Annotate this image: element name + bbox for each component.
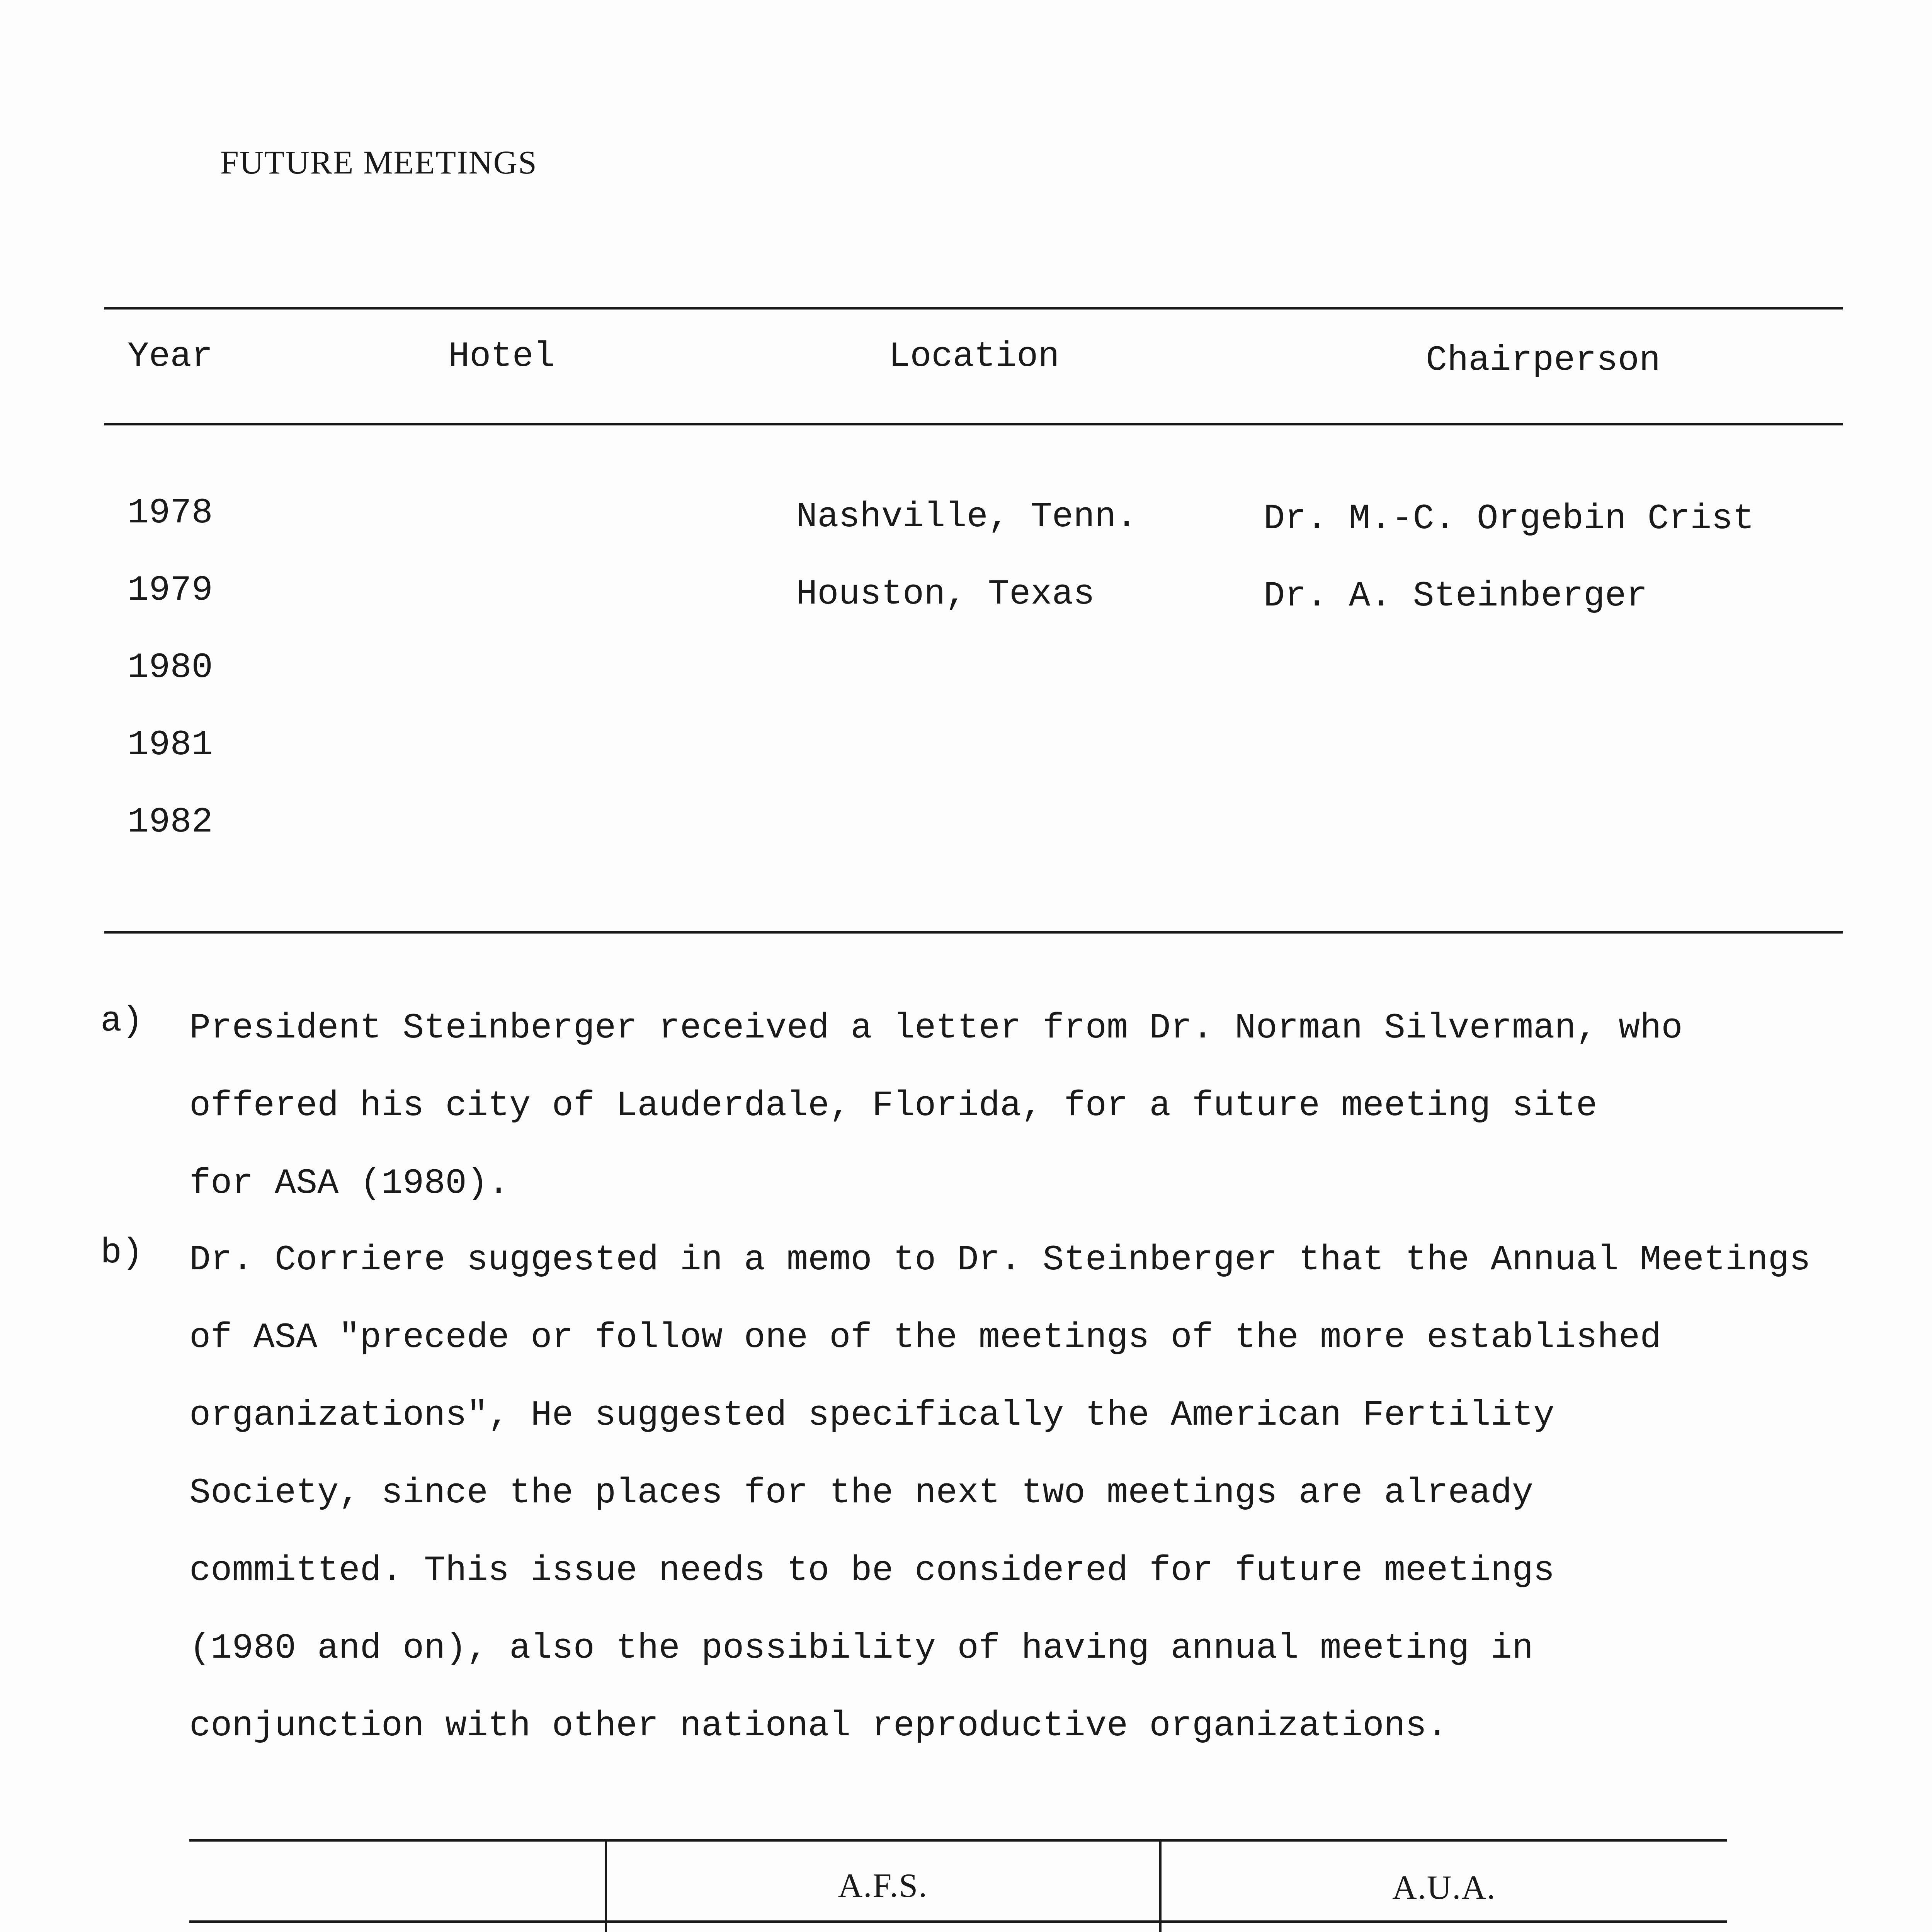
header-chairperson: Chairperson (1426, 340, 1661, 381)
page-title: FUTURE MEETINGS (220, 144, 537, 181)
row-year: 1982 (128, 802, 213, 842)
header-hotel: Hotel (448, 336, 555, 377)
row-location: Nashville, Tenn. (796, 497, 1138, 537)
header-year: Year (128, 336, 213, 377)
header-afs: A.F.S. (838, 1867, 928, 1905)
row-location: Houston, Texas (796, 574, 1095, 614)
comparison-table (189, 1839, 1727, 1932)
row-chairperson: Dr. A. Steinberger (1264, 576, 1648, 616)
row-chairperson: Dr. M.-C. Orgebin Crist (1264, 498, 1754, 539)
note-paragraph: President Steinberger received a letter from Dr. Norman Silverman, who offered his city of Lauderdale, Florida, for a future meeting site for ASA (1980). (189, 1008, 1683, 1204)
row-year: 1979 (128, 570, 213, 611)
header-location: Location (889, 336, 1060, 377)
note-label: b) (100, 1233, 143, 1273)
row-year: 1981 (128, 724, 213, 765)
row-year: 1980 (128, 647, 213, 688)
row-year: 1978 (128, 493, 213, 533)
table-bottom-rule (104, 931, 1843, 934)
note-label: a) (100, 1001, 143, 1041)
comparison-top-rule (189, 1839, 1727, 1842)
table-top-rule (104, 307, 1843, 310)
comparison-header-rule (189, 1920, 1727, 1923)
header-aua: A.U.A. (1392, 1869, 1496, 1906)
note-paragraph: Dr. Corriere suggested in a memo to Dr. Steinberger that the Annual Meetings of ASA "precede or follow one of the meetings of the more established organizations", He suggested specifically the American Fertility Society, since the places for the next two meetings are already committed. This issue needs to be considered for future meetings (1980 and on), also the possibility of having annual meeting in conjunction with other national reproductive organizations. (189, 1240, 1811, 1746)
table-header-rule (104, 423, 1843, 425)
